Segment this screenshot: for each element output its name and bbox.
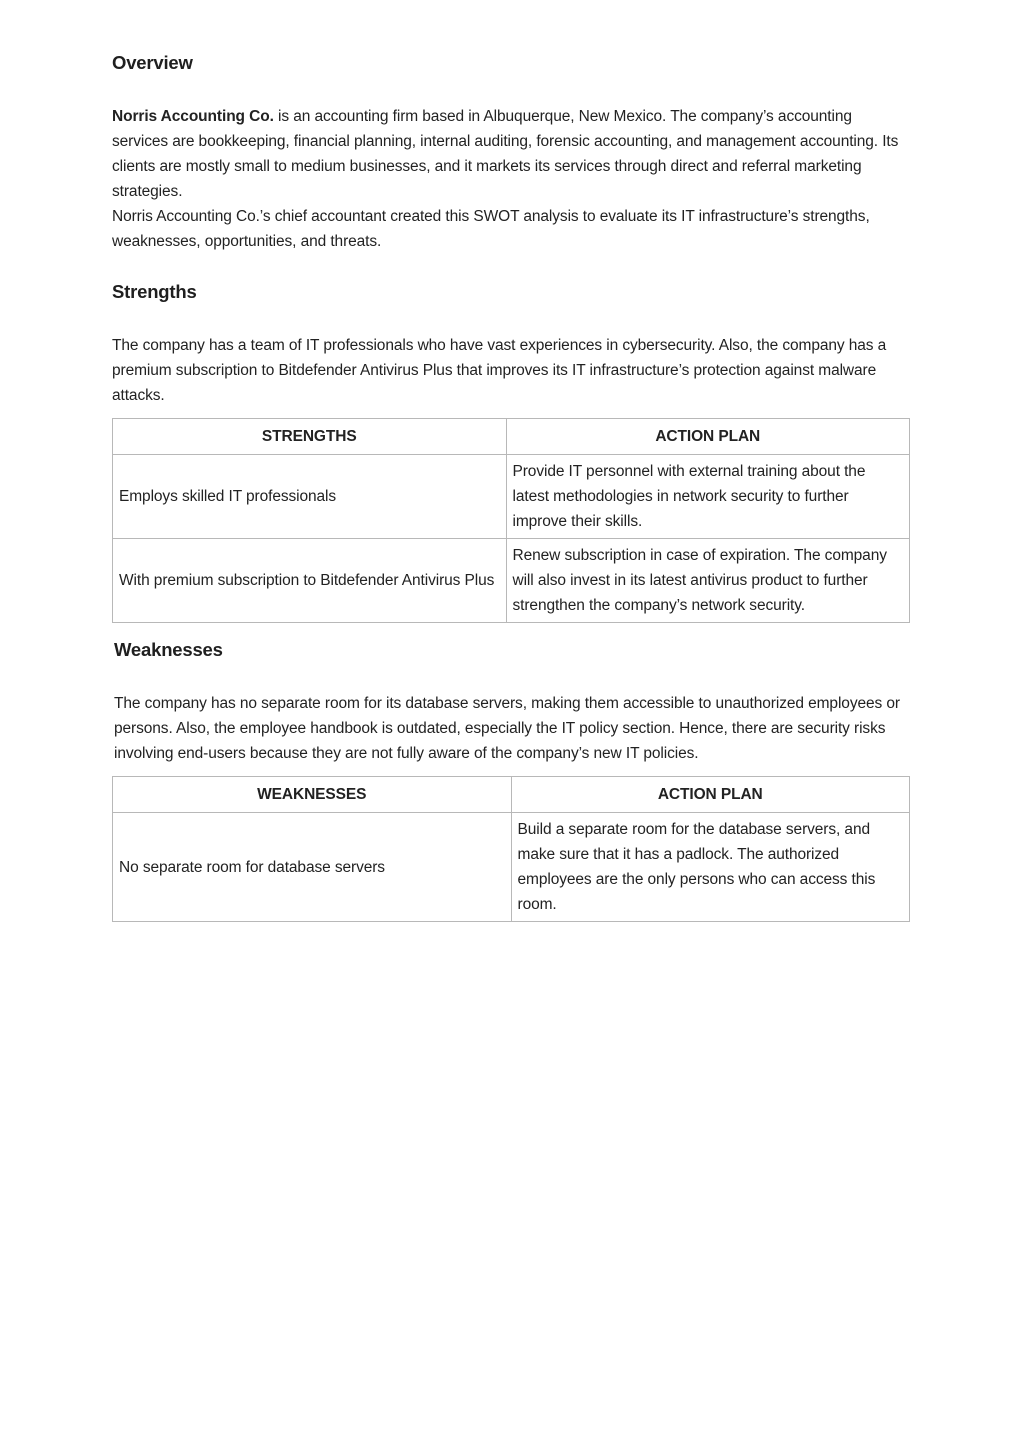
table-row	[113, 455, 910, 539]
table-cell: With premium subscription to Bitdefender Antivirus Plus	[113, 539, 507, 623]
strengths-heading: Strengths	[112, 281, 197, 302]
table-header-row	[113, 419, 910, 455]
weaknesses-paragraph: The company has no separate room for its database servers, making them accessible to unauthorized employees or persons. Also, the employee handbook is outdated, especially the IT policy section. Hence, there are security risks involving end-users because they are not fully aware of the company’s new IT policies.	[114, 695, 900, 762]
table-cell: Build a separate room for the database servers, and make sure that it has a padlock. The authorized employees are the only persons who can access this room.	[511, 813, 909, 922]
overview-text: is an accounting firm based in Albuquerque, New Mexico. The company’s accounting services are bookkeeping, financial planning, internal auditing, forensic accounting, and management accounting. Its clients are mostly small to medium businesses, and it markets its services through direct and referral marketing strategies.	[112, 108, 899, 200]
table-cell: Renew subscription in case of expiration. The company will also invest in its latest antivirus product to further strengthen the company’s network security.	[506, 539, 910, 623]
table-cell: Employs skilled IT professionals	[113, 455, 507, 539]
company-name: Norris Accounting Co.	[112, 108, 274, 125]
strengths-paragraph: The company has a team of IT professionals who have vast experiences in cybersecurity. Also, the company has a premium subscription to Bitdefender Antivirus Plus that improves its IT infrastructure’s protection against malware attacks.	[112, 337, 887, 404]
overview-heading: Overview	[112, 52, 193, 73]
table-row	[113, 539, 910, 623]
table-header-row	[113, 777, 910, 813]
weaknesses-table	[112, 776, 910, 922]
overview-paragraph-2: Norris Accounting Co.’s chief accountant created this SWOT analysis to evaluate its IT infrastructure’s strengths, weaknesses, opportunities, and threats.	[112, 208, 870, 250]
table-cell: Provide IT personnel with external training about the latest methodologies in network security to further improve their skills.	[506, 455, 910, 539]
column-header: WEAKNESSES	[113, 777, 512, 813]
weaknesses-heading: Weaknesses	[114, 639, 223, 660]
overview-paragraph	[112, 104, 912, 204]
table-row	[113, 813, 910, 922]
table-cell: No separate room for database servers	[113, 813, 512, 922]
column-header: STRENGTHS	[113, 419, 507, 455]
column-header: ACTION PLAN	[511, 777, 909, 813]
strengths-table	[112, 418, 910, 623]
column-header: ACTION PLAN	[506, 419, 910, 455]
